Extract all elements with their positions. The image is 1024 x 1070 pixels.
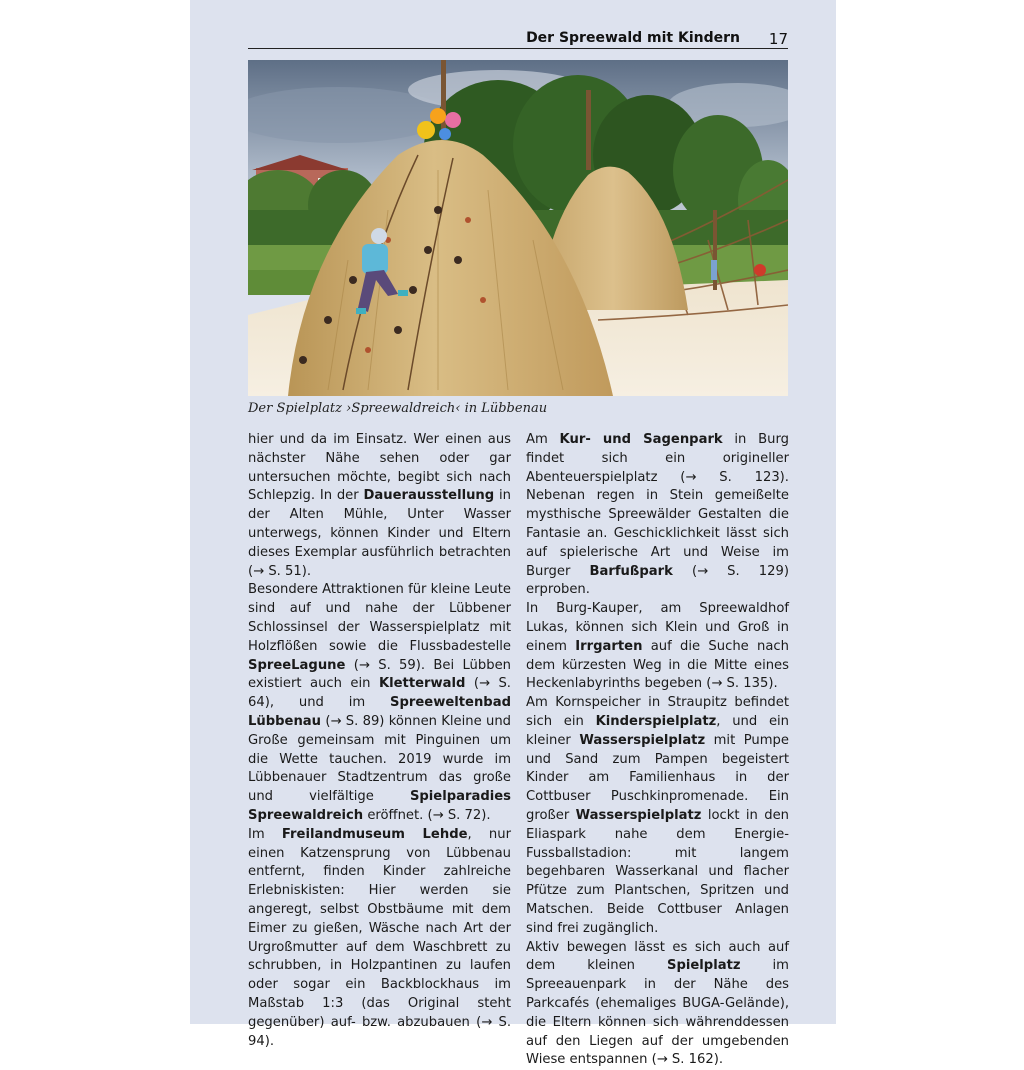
playground-photo	[248, 60, 788, 396]
paragraph	[526, 431, 789, 600]
text-run: in der Alten Mühle, Unter Wasser unterwegs, können Kinder und Eltern dieses Exemplar ausführlich betrachten (→ S. 51).	[248, 488, 511, 579]
text-run: eröffnet. (→ S. 72).	[363, 807, 491, 823]
bold-term: Kinderspielplatz	[595, 713, 717, 729]
text-run: Am	[526, 432, 560, 447]
paragraph	[248, 826, 511, 1052]
bold-term: Wasserspielplatz	[579, 732, 706, 748]
chapter-title: Der Spreewald mit Kindern	[526, 30, 740, 46]
text-column-right	[526, 431, 789, 1070]
bold-term: SpreeLagune	[248, 657, 346, 673]
text-run: (→ S. 59). Bei Lübben existiert auch ein	[248, 657, 511, 692]
text-run: In Burg-Kauper, am Spreewaldhof Lukas, können sich Klein und Groß in einem	[526, 601, 789, 654]
bold-term: Spielparadies Spreewaldreich	[248, 789, 511, 823]
bold-term: Kur- und Sagenpark	[559, 432, 723, 447]
text-run: auf die Suche nach dem kürzesten Weg in die Mitte eines Heckenlabyrinths begeben (→ S. 135).	[526, 638, 789, 692]
bold-term: Dauerausstellung	[363, 488, 495, 504]
text-run: hier und da im Einsatz. Wer einen aus nächster Nähe sehen oder gar untersuchen möchte, begibt sich nach Schlepzig. In der	[248, 432, 511, 504]
paragraph	[248, 431, 511, 581]
book-page	[190, 0, 836, 1068]
text-run: Besondere Attraktionen für kleine Leute sind auf und nahe der Lübbener Schlossinsel der Wasserspielplatz mit Holzflößen sowie die Flussbadestelle	[248, 582, 511, 654]
text-run: (→ S. 89) können Kleine und Große gemeinsam mit Pinguinen um die Wette tauchen. 2019 wurde im Lübbenauer Stadtzentrum das große und vielfältige	[248, 713, 511, 805]
running-header	[248, 30, 788, 49]
text-run: lockt in den Eliaspark nahe dem Energie-Fussballstadion: mit langem begehbaren Wasserkanal und flacher Pfütze zum Plantschen, Spritzen und Matschen. Beide Cottbuser Anlagen sind frei zugänglich.	[526, 807, 789, 936]
text-run: (→ S. 129) erproben.	[526, 563, 789, 598]
paragraph	[526, 939, 789, 1070]
paragraph	[526, 694, 789, 938]
photo-caption: Der Spielplatz ›Spreewaldreich‹ in Lübbenau	[248, 401, 548, 416]
bold-term: Freilandmuseum Lehde	[281, 826, 468, 842]
page-number: 17	[768, 30, 788, 48]
bold-term: Wasserspielplatz	[575, 807, 702, 823]
text-run: Im	[248, 826, 282, 842]
text-run: , und ein kleiner	[526, 713, 790, 748]
text-run: , nur einen Katzensprung von Lübbenau entfernt, finden Kinder zahlreiche Erlebniskisten: Hier werden sie angeregt, selbst Obstbäume mit dem Eimer zu gießen, Wäsche nach Art der Urgroßmutter auf dem Waschbrett zu schrubben, in Holzpantinen zu laufen oder sogar ein Backblockhaus im Maßstab 1:3 (das Original steht gegenüber) auf- bzw. abzubauen (→ S. 94).	[248, 826, 511, 1049]
text-run: in Burg findet sich ein origineller Abenteuerspielplatz (→ S. 123). Nebenan regen in Stein gemeißelte mysthische Spreewälder Gestalten die Fantasie an. Geschicklichkeit lässt sich auf spielerische Art und Weise im Burger	[526, 432, 789, 579]
text-run: Aktiv bewegen lässt es sich auch auf dem kleinen	[526, 939, 789, 974]
text-column-left	[248, 431, 511, 1051]
text-run: (→ S. 64), und im	[248, 676, 511, 711]
paragraph	[248, 581, 511, 825]
bold-term: Spreeweltenbad Lübbenau	[248, 695, 511, 729]
paragraph	[526, 600, 789, 694]
bold-term: Kletterwald	[378, 676, 466, 692]
text-run: mit Pumpe und Sand zum Pampen begeistert Kinder am Familienhaus in der Cottbuser Puschkinpromenade. Ein großer	[526, 732, 789, 823]
bold-term: Barfußpark	[589, 563, 673, 579]
text-run: Am Kornspeicher in Straupitz befindet sich ein	[526, 695, 789, 729]
bold-term: Irrgarten	[575, 638, 643, 654]
text-run: im Spreeauenpark in der Nähe des Parkcafés (ehemaliges BUGA-Gelände), die Eltern können sich währenddessen auf den Liegen auf der umgebenden Wiese entspannen (→ S. 162).	[526, 958, 789, 1068]
bold-term: Spielplatz	[667, 958, 741, 974]
